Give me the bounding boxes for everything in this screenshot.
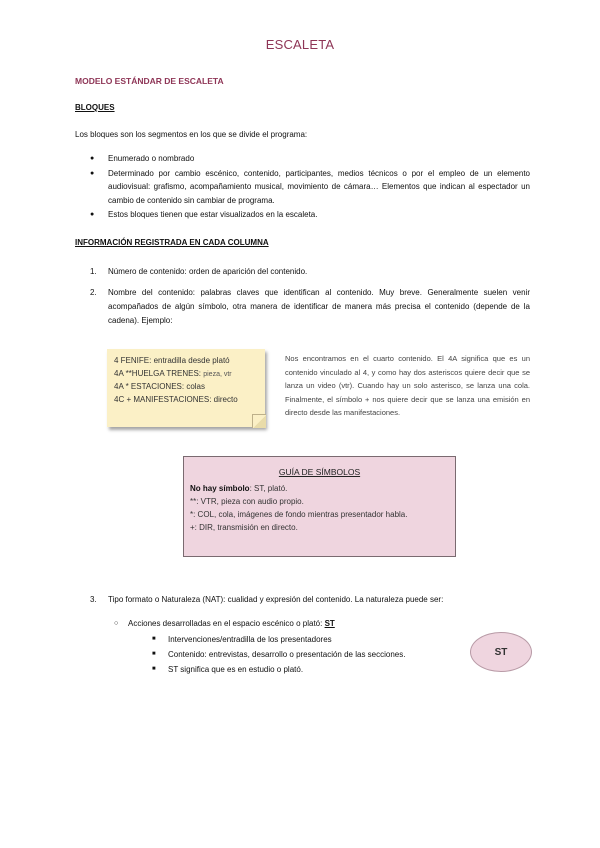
item-text: Tipo formato o Naturaleza (NAT): cualidad y expresión del contenido. La naturaleza puede ser: <box>108 595 444 604</box>
info-heading: INFORMACIÓN REGISTRADA EN CADA COLUMNA <box>75 238 269 247</box>
example-explanation: Nos encontramos en el cuarto contenido. El 4A significa que es un contenido vinculado al 4, y como hay dos asteriscos quiere decir que se lanza un video (vtr). Cuando hay un solo asterisco, se lanza una cola. Finalmente, el símbolo + nos quiere decir que se lanza una emisión en directo desde las manifestaciones. <box>285 354 530 417</box>
list-item: ■ Intervenciones/entradilla de los presentadores <box>168 633 332 646</box>
item-number: 1. <box>90 267 97 276</box>
sticky-line: 4A **HUELGA TRENES: pieza, vtr <box>114 368 232 378</box>
sticky-line: 4A * ESTACIONES: colas <box>114 382 205 391</box>
guide-line: **: VTR, pieza con audio propio. <box>190 497 304 506</box>
document-title: ESCALETA <box>265 37 335 52</box>
item-text: Nombre del contenido: palabras claves que identifican al contenido. Muy breve. Generalmente suelen venir acompañados de algún símbolo, otra manera de identificar de manera más precisa el contenido (depende de la cadena). Ejemplo: <box>108 288 530 325</box>
section-title: MODELO ESTÁNDAR DE ESCALETA <box>75 76 224 86</box>
guide-line: +: DIR, transmisión en directo. <box>190 523 298 532</box>
item-number: 2. <box>90 288 97 297</box>
sticky-line: 4 FENIFE: entradilla desde plató <box>114 356 230 365</box>
page-fold-icon <box>252 414 266 428</box>
bloques-heading: BLOQUES <box>75 103 115 112</box>
numbered-item-1 <box>90 265 530 279</box>
acciones-subitem: ○ Acciones desarrolladas en el espacio escénico o plató: ST <box>128 617 335 630</box>
list-item: ● Determinado por cambio escénico, contenido, participantes, medios técnicos o por el empleo de un elemento audiovisual: grafismo, acompañamiento musical, movimiento de cámara… Elementos que indican al espectador un cambio de contenido sin cambiar de programa. <box>90 167 530 208</box>
guide-line: No hay símbolo: ST, plató. <box>190 484 288 493</box>
acciones-code: ST <box>324 619 335 628</box>
item-text: Número de contenido: orden de aparición del contenido. <box>108 267 308 276</box>
bloques-bullet-list <box>90 152 530 223</box>
list-item: ● Enumerado o nombrado <box>90 152 530 166</box>
bloques-intro: Los bloques son los segmentos en los que se divide el programa: <box>75 130 308 139</box>
numbered-item-3 <box>90 593 530 607</box>
guide-line: *: COL, cola, imágenes de fondo mientras presentador habla. <box>190 510 408 519</box>
st-badge: ST <box>470 632 532 672</box>
list-item: ■ ST significa que es en estudio o plató. <box>168 663 303 676</box>
example-sticky-note <box>107 349 265 427</box>
list-item: ● Estos bloques tienen que estar visualizados en la escaleta. <box>90 208 530 222</box>
symbol-guide-box <box>183 456 456 557</box>
guide-title: GUÍA DE SÍMBOLOS <box>278 467 361 477</box>
list-item: ■ Contenido: entrevistas, desarrollo o presentación de las secciones. <box>168 648 405 661</box>
sticky-line: 4C + MANIFESTACIONES: directo <box>114 394 238 404</box>
item-number: 3. <box>90 595 97 604</box>
numbered-item-2 <box>90 286 530 328</box>
